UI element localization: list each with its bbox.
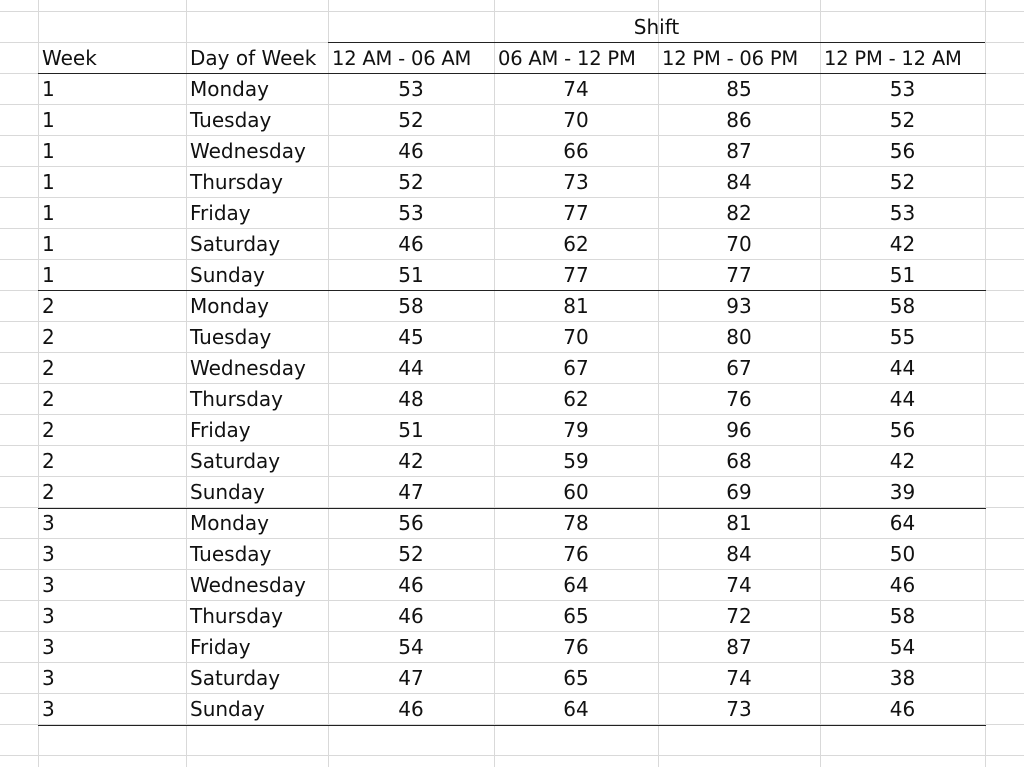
week-cell[interactable]: 2 [42,356,55,380]
week-cell[interactable]: 3 [42,573,55,597]
shift-value-cell[interactable]: 64 [889,511,916,535]
shift-value-cell[interactable]: 52 [889,108,916,132]
shift-value-cell[interactable]: 77 [563,263,589,287]
shift-value-cell[interactable]: 52 [398,542,424,566]
shift-value-cell[interactable]: 82 [726,201,752,225]
day-cell[interactable]: Tuesday [190,325,272,349]
shift-value-cell[interactable]: 74 [726,666,752,690]
shift-value-cell[interactable]: 74 [726,573,752,597]
shift-value-cell[interactable]: 84 [726,542,752,566]
shift-value-cell[interactable]: 50 [889,542,916,566]
shift-value-cell[interactable]: 44 [889,387,916,411]
week-cell[interactable]: 3 [42,666,55,690]
shift-value-cell[interactable]: 73 [726,697,752,721]
shift-value-cell[interactable]: 76 [563,542,589,566]
week-cell[interactable]: 3 [42,604,55,628]
week-cell[interactable]: 2 [42,418,55,442]
shift-value-cell[interactable]: 87 [726,139,752,163]
shift-value-cell[interactable]: 52 [398,170,424,194]
shift-value-cell[interactable]: 65 [563,604,589,628]
shift-value-cell[interactable]: 86 [726,108,752,132]
shift-value-cell[interactable]: 78 [563,511,589,535]
shift-column-header[interactable]: 12 PM - 12 AM [824,47,962,70]
shift-value-cell[interactable]: 56 [398,511,424,535]
shift-header-border [328,42,985,43]
shift-value-cell[interactable]: 53 [889,201,916,225]
day-cell[interactable]: Monday [190,77,269,101]
shift-value-cell[interactable]: 69 [726,480,752,504]
day-cell[interactable]: Sunday [190,697,265,721]
day-cell[interactable]: Friday [190,201,251,225]
shift-value-cell[interactable]: 76 [726,387,752,411]
shift-value-cell[interactable]: 70 [726,232,752,256]
shift-value-cell[interactable]: 53 [398,201,424,225]
shift-value-cell[interactable]: 47 [398,666,424,690]
shift-value-cell[interactable]: 64 [563,573,589,597]
shift-value-cell[interactable]: 58 [889,604,916,628]
day-cell[interactable]: Thursday [190,170,283,194]
shift-value-cell[interactable]: 93 [726,294,752,318]
shift-value-cell[interactable]: 81 [726,511,752,535]
shift-value-cell[interactable]: 80 [726,325,752,349]
shift-column-header[interactable]: 12 PM - 06 PM [662,47,799,70]
shift-value-cell[interactable]: 72 [726,604,752,628]
shift-value-cell[interactable]: 96 [726,418,752,442]
shift-value-cell[interactable]: 77 [726,263,752,287]
week-cell[interactable]: 3 [42,635,55,659]
shift-value-cell[interactable]: 70 [563,108,589,132]
day-cell[interactable]: Friday [190,418,251,442]
week-cell[interactable]: 1 [42,108,55,132]
shift-value-cell[interactable]: 84 [726,170,752,194]
shift-value-cell[interactable]: 51 [398,418,424,442]
shift-value-cell[interactable]: 67 [726,356,752,380]
day-cell[interactable]: Sunday [190,480,265,504]
shift-value-cell[interactable]: 46 [398,139,424,163]
day-cell[interactable]: Thursday [190,387,283,411]
week-cell[interactable]: 3 [42,697,55,721]
week-cell[interactable]: 1 [42,232,55,256]
week-cell[interactable]: 1 [42,263,55,287]
day-cell[interactable]: Tuesday [190,542,272,566]
shift-value-cell[interactable]: 62 [563,387,589,411]
week-cell[interactable]: 1 [42,139,55,163]
day-cell[interactable]: Wednesday [190,573,306,597]
week-cell[interactable]: 1 [42,170,55,194]
shift-value-cell[interactable]: 77 [563,201,589,225]
day-of-week-column-header[interactable]: Day of Week [190,46,317,70]
shift-value-cell[interactable]: 46 [889,697,916,721]
shift-value-cell[interactable]: 42 [398,449,424,473]
shift-value-cell[interactable]: 68 [726,449,752,473]
day-cell[interactable]: Saturday [190,666,281,690]
shift-value-cell[interactable]: 73 [563,170,589,194]
shift-value-cell[interactable]: 53 [398,77,424,101]
day-cell[interactable]: Wednesday [190,139,306,163]
shift-value-cell[interactable]: 65 [563,666,589,690]
day-cell[interactable]: Wednesday [190,356,306,380]
shift-value-cell[interactable]: 52 [398,108,424,132]
shift-value-cell[interactable]: 67 [563,356,589,380]
shift-value-cell[interactable]: 87 [726,635,752,659]
row-divider [0,755,1024,756]
shift-value-cell[interactable]: 51 [398,263,424,287]
shift-value-cell[interactable]: 66 [563,139,589,163]
week-cell[interactable]: 2 [42,480,55,504]
day-cell[interactable]: Monday [190,511,269,535]
shift-value-cell[interactable]: 46 [889,573,916,597]
shift-value-cell[interactable]: 42 [889,232,916,256]
day-cell[interactable]: Saturday [190,449,281,473]
shift-column-header[interactable]: 06 AM - 12 PM [498,47,636,70]
shift-value-cell[interactable]: 79 [563,418,589,442]
shift-value-cell[interactable]: 54 [398,635,424,659]
shift-value-cell[interactable]: 70 [563,325,589,349]
day-cell[interactable]: Saturday [190,232,281,256]
day-cell[interactable]: Monday [190,294,269,318]
shift-value-cell[interactable]: 81 [563,294,589,318]
day-cell[interactable]: Tuesday [190,108,272,132]
shift-value-cell[interactable]: 85 [726,77,752,101]
shift-value-cell[interactable]: 58 [889,294,916,318]
shift-value-cell[interactable]: 39 [889,480,916,504]
week-cell[interactable]: 1 [42,201,55,225]
week-column-header[interactable]: Week [42,46,97,70]
week-3-bottom-border [38,725,986,726]
week-cell[interactable]: 1 [42,77,55,101]
week-cell[interactable]: 3 [42,542,55,566]
day-cell[interactable]: Thursday [190,604,283,628]
day-cell[interactable]: Friday [190,635,251,659]
week-cell[interactable]: 3 [42,511,55,535]
shift-value-cell[interactable]: 54 [889,635,916,659]
shift-column-header[interactable]: 12 AM - 06 AM [332,47,472,70]
shift-value-cell[interactable]: 46 [398,232,424,256]
shift-value-cell[interactable]: 46 [398,604,424,628]
shift-value-cell[interactable]: 60 [563,480,589,504]
shift-value-cell[interactable]: 48 [398,387,424,411]
week-cell[interactable]: 2 [42,449,55,473]
shift-value-cell[interactable]: 64 [563,697,589,721]
shift-value-cell[interactable]: 59 [563,449,589,473]
shift-group-header[interactable]: Shift [633,15,680,39]
week-cell[interactable]: 2 [42,387,55,411]
shift-value-cell[interactable]: 42 [889,449,916,473]
shift-value-cell[interactable]: 45 [398,325,424,349]
week-cell[interactable]: 2 [42,325,55,349]
shift-value-cell[interactable]: 76 [563,635,589,659]
shift-value-cell[interactable]: 47 [398,480,424,504]
shift-value-cell[interactable]: 38 [889,666,916,690]
shift-value-cell[interactable]: 51 [889,263,916,287]
shift-value-cell[interactable]: 53 [889,77,916,101]
shift-value-cell[interactable]: 56 [889,418,916,442]
shift-value-cell[interactable]: 56 [889,139,916,163]
shift-value-cell[interactable]: 44 [398,356,424,380]
shift-value-cell[interactable]: 46 [398,573,424,597]
week-cell[interactable]: 2 [42,294,55,318]
shift-value-cell[interactable]: 44 [889,356,916,380]
shift-value-cell[interactable]: 46 [398,697,424,721]
shift-value-cell[interactable]: 62 [563,232,589,256]
shift-value-cell[interactable]: 74 [563,77,589,101]
day-cell[interactable]: Sunday [190,263,265,287]
shift-value-cell[interactable]: 55 [889,325,916,349]
shift-value-cell[interactable]: 58 [398,294,424,318]
shift-value-cell[interactable]: 52 [889,170,916,194]
